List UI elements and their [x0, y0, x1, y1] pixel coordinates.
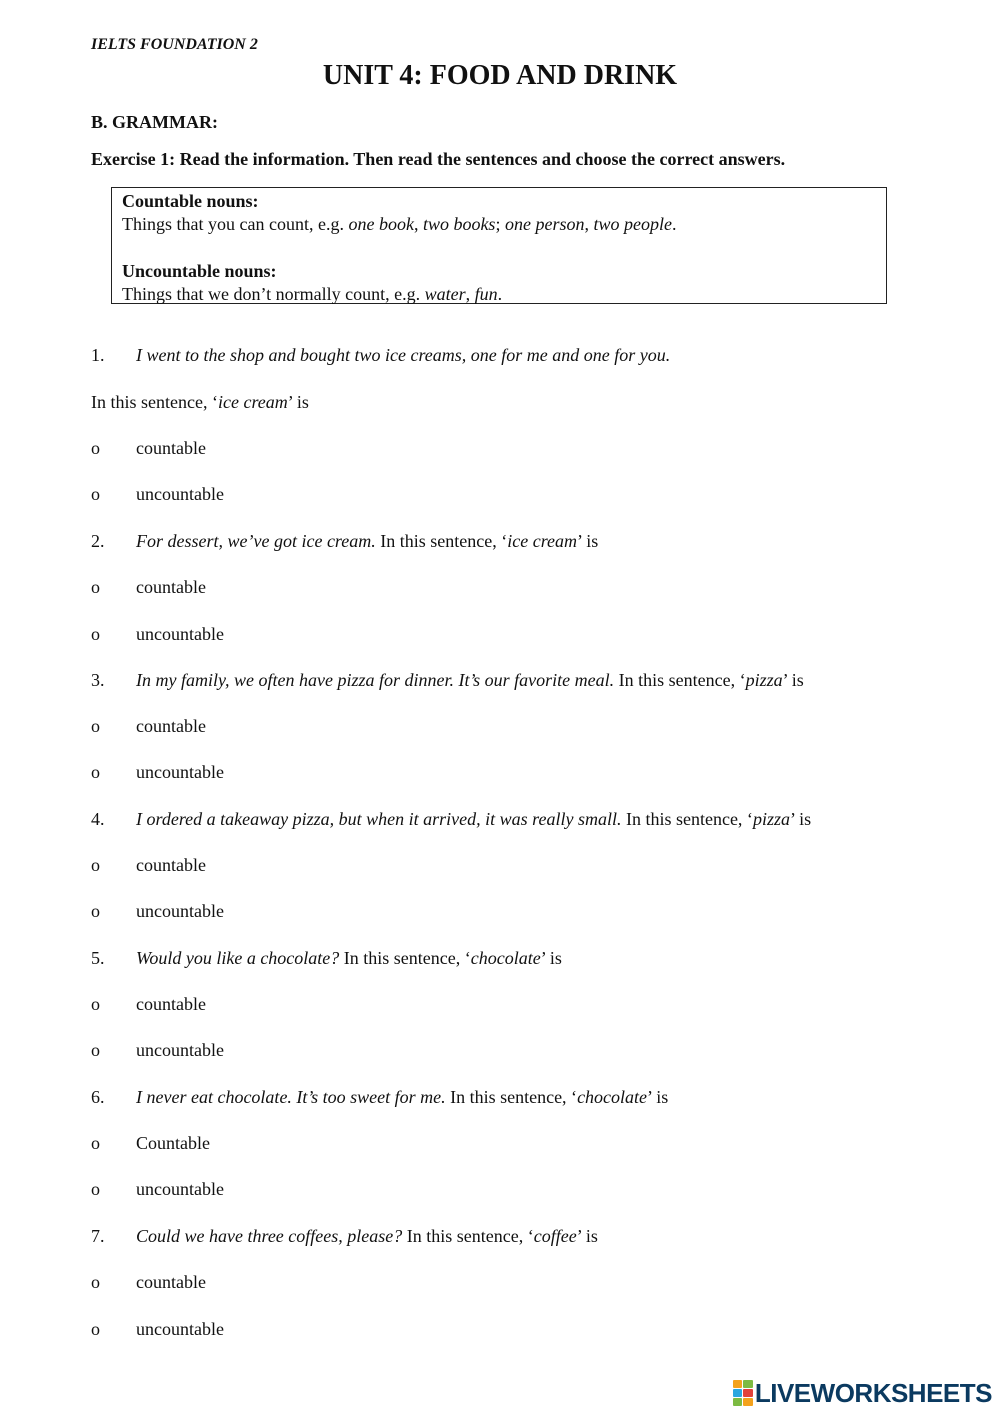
option-label[interactable]: countable — [136, 577, 206, 597]
radio-bullet[interactable]: o — [91, 1319, 100, 1339]
question-sentence: In my family, we often have pizza for dinner. It’s our favorite meal. In this sentence, ‘pizza’ is — [136, 670, 804, 690]
radio-bullet[interactable]: o — [91, 1179, 100, 1199]
question-number: 4. — [91, 809, 105, 829]
radio-bullet[interactable]: o — [91, 762, 100, 782]
radio-bullet[interactable]: o — [91, 716, 100, 736]
logo-text: LIVEWORKSHEETS — [754, 1377, 992, 1408]
radio-bullet[interactable]: o — [91, 1133, 100, 1153]
question-sentence: For dessert, we’ve got ice cream. In this sentence, ‘ice cream’ is — [136, 531, 599, 551]
uncountable-heading: Uncountable nouns: — [122, 261, 277, 281]
option-label[interactable]: countable — [136, 855, 206, 875]
option-label[interactable]: uncountable — [136, 1179, 224, 1199]
option-label[interactable]: uncountable — [136, 624, 224, 644]
liveworksheets-logo — [733, 1378, 992, 1408]
option-label[interactable]: uncountable — [136, 484, 224, 504]
radio-bullet[interactable]: o — [91, 855, 100, 875]
question-number: 1. — [91, 345, 105, 365]
option-label[interactable]: countable — [136, 716, 206, 736]
course-label: IELTS FOUNDATION 2 — [91, 36, 258, 53]
uncountable-definition: Things that we don’t normally count, e.g. water, fun. — [122, 284, 503, 304]
question-number: 2. — [91, 531, 105, 551]
option-label[interactable]: countable — [136, 1272, 206, 1292]
option-label[interactable]: Countable — [136, 1133, 210, 1153]
option-label[interactable]: countable — [136, 438, 206, 458]
question-number: 7. — [91, 1226, 105, 1246]
countable-definition: Things that you can count, e.g. one book, two books; one person, two people. — [122, 214, 677, 234]
question-sentence: I ordered a takeaway pizza, but when it arrived, it was really small. In this sentence, ‘pizza’ is — [136, 809, 812, 829]
option-label[interactable]: uncountable — [136, 762, 224, 782]
radio-bullet[interactable]: o — [91, 484, 100, 504]
question-number: 6. — [91, 1087, 105, 1107]
question-sentence: Would you like a chocolate? In this sentence, ‘chocolate’ is — [136, 948, 562, 968]
option-label[interactable]: uncountable — [136, 1040, 224, 1060]
question-prompt: In this sentence, ‘ice cream’ is — [91, 392, 309, 412]
question-number: 5. — [91, 948, 105, 968]
radio-bullet[interactable]: o — [91, 994, 100, 1014]
radio-bullet[interactable]: o — [91, 1272, 100, 1292]
radio-bullet[interactable]: o — [91, 1040, 100, 1060]
liveworksheets-logo-icon — [733, 1380, 753, 1406]
radio-bullet[interactable]: o — [91, 438, 100, 458]
question-number: 3. — [91, 670, 105, 690]
radio-bullet[interactable]: o — [91, 624, 100, 644]
question-sentence: I went to the shop and bought two ice creams, one for me and one for you. — [136, 345, 671, 365]
question-sentence: I never eat chocolate. It’s too sweet for me. In this sentence, ‘chocolate’ is — [136, 1087, 669, 1107]
option-label[interactable]: uncountable — [136, 1319, 224, 1339]
radio-bullet[interactable]: o — [91, 901, 100, 921]
page-title: UNIT 4: FOOD AND DRINK — [322, 60, 678, 91]
exercise-instruction: Exercise 1: Read the information. Then read the sentences and choose the correct answers. — [91, 149, 786, 169]
countable-heading: Countable nouns: — [122, 191, 259, 211]
radio-bullet[interactable]: o — [91, 577, 100, 597]
option-label[interactable]: uncountable — [136, 901, 224, 921]
info-box — [111, 187, 887, 304]
section-heading: B. GRAMMAR: — [91, 112, 218, 132]
option-label[interactable]: countable — [136, 994, 206, 1014]
question-sentence: Could we have three coffees, please? In this sentence, ‘coffee’ is — [136, 1226, 598, 1246]
